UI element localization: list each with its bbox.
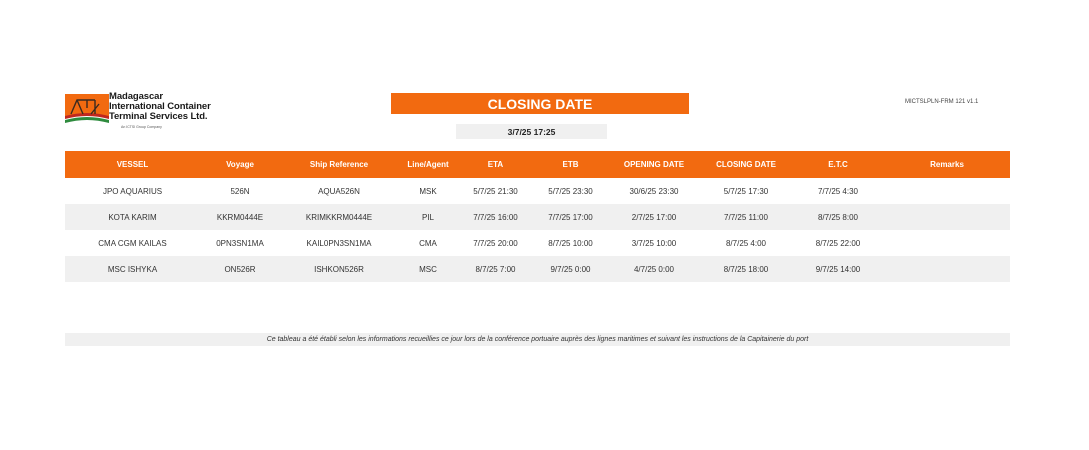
- cell-ship-reference: AQUA526N: [318, 186, 360, 196]
- cell-voyage: 0PN3SN1MA: [216, 238, 264, 248]
- header-voyage: Voyage: [226, 160, 254, 169]
- header-opening-date: OPENING DATE: [623, 160, 685, 169]
- header-eta: ETA: [487, 160, 504, 169]
- cell-eta: 5/7/25 21:30: [473, 186, 518, 196]
- cell-ship-reference: ISHKON526R: [314, 264, 364, 274]
- cell-line-agent: MSC: [419, 264, 437, 274]
- cell-opening-date: 4/7/25 0:00: [633, 264, 675, 274]
- cell-etb: 7/7/25 17:00: [548, 212, 593, 222]
- cell-closing-date: 7/7/25 11:00: [724, 212, 768, 222]
- cell-eta: 7/7/25 16:00: [473, 212, 518, 222]
- cell-etb: 9/7/25 0:00: [550, 264, 591, 274]
- cell-voyage: 526N: [230, 186, 250, 196]
- cell-etc: 7/7/25 4:30: [817, 186, 859, 196]
- logo-line-3: Terminal Services Ltd.: [109, 111, 208, 122]
- cell-closing-date: 8/7/25 4:00: [725, 238, 767, 248]
- cell-vessel: CMA CGM KAILAS: [98, 238, 167, 248]
- closing-date-table: [65, 151, 1010, 282]
- cell-voyage: ON526R: [224, 264, 256, 274]
- header-closing-date: CLOSING DATE: [716, 160, 776, 169]
- logo-line-1: Madagascar: [109, 91, 163, 102]
- cell-opening-date: 3/7/25 10:00: [631, 238, 677, 248]
- cell-voyage: KKRM0444E: [216, 212, 264, 222]
- cell-line-agent: PIL: [421, 212, 434, 222]
- cell-opening-date: 2/7/25 17:00: [631, 212, 677, 222]
- table-header: [65, 151, 1010, 178]
- cell-etc: 8/7/25 22:00: [815, 238, 861, 248]
- company-logo: [65, 92, 230, 132]
- cell-etb: 5/7/25 23:30: [548, 186, 593, 196]
- header-line-agent: Line/Agent: [407, 160, 449, 169]
- cell-opening-date: 30/6/25 23:30: [629, 186, 679, 196]
- footnote-disclaimer: Ce tableau a été établi selon les informations recueillies ce jour lors de la conférence portuaire auprès des lignes maritimes et suivant les instructions de la Capitainerie du port: [65, 333, 1010, 346]
- header-remarks: Remarks: [930, 160, 964, 169]
- cell-line-agent: CMA: [419, 238, 437, 248]
- page-title: CLOSING DATE: [391, 93, 689, 114]
- cell-vessel: MSC ISHYKA: [107, 264, 158, 274]
- logo-line-2: International Container: [109, 101, 211, 112]
- cell-ship-reference: KRIMKKRM0444E: [305, 212, 373, 222]
- cell-closing-date: 8/7/25 18:00: [723, 264, 769, 274]
- cell-line-agent: MSK: [419, 186, 437, 196]
- crane-logo-icon: [65, 94, 109, 126]
- header-etc: E.T.C: [828, 160, 848, 169]
- cell-ship-reference: KAIL0PN3SN1MA: [306, 238, 372, 248]
- cell-etb: 8/7/25 10:00: [548, 238, 593, 248]
- table-row: [65, 230, 1010, 256]
- logo-tagline: An ICTSI Group Company: [121, 125, 162, 129]
- header-ship-reference: Ship Reference: [309, 160, 369, 169]
- header-etb: ETB: [562, 160, 579, 169]
- cell-etc: 9/7/25 14:00: [815, 264, 861, 274]
- logo-company-name: [109, 92, 211, 122]
- cell-vessel: KOTA KARIM: [108, 212, 157, 222]
- cell-eta: 8/7/25 7:00: [475, 264, 516, 274]
- form-reference: MICTSLPLN-FRM 121 v1.1: [905, 99, 979, 105]
- cell-etc: 8/7/25 8:00: [817, 212, 859, 222]
- document-date: 3/7/25 17:25: [456, 124, 607, 139]
- cell-closing-date: 5/7/25 17:30: [723, 186, 769, 196]
- header-vessel: VESSEL: [116, 160, 149, 169]
- cell-eta: 7/7/25 20:00: [473, 238, 518, 248]
- table-row: [65, 178, 1010, 204]
- table-row: [65, 204, 1010, 230]
- table-row: [65, 256, 1010, 282]
- cell-vessel: JPO AQUARIUS: [102, 186, 163, 196]
